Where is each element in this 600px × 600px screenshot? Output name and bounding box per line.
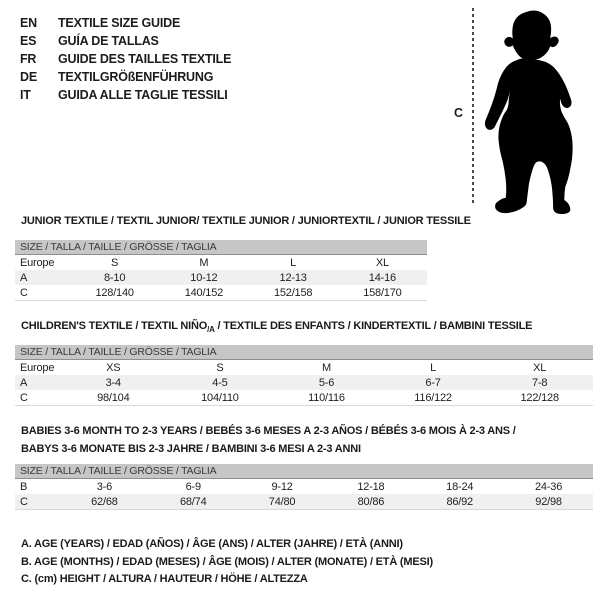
- lang-label: GUIDE DES TAILLES TEXTILE: [58, 52, 232, 66]
- size-cell: 68/74: [149, 494, 238, 510]
- lang-row-fr: [20, 50, 231, 68]
- size-cell: 80/86: [326, 494, 415, 510]
- size-cell: M: [322, 361, 331, 374]
- height-measure-label: C: [454, 106, 464, 120]
- size-cell: 110/116: [273, 390, 380, 406]
- row-label: Europe: [20, 256, 55, 269]
- size-cell: XS: [106, 361, 121, 374]
- size-cell: 3-4: [60, 375, 167, 390]
- size-cell: 140/152: [159, 285, 248, 301]
- table-row: [15, 390, 593, 406]
- lang-row-de: [20, 68, 231, 86]
- babies-table-title: [21, 422, 581, 458]
- size-header-bar: SIZE / TALLA / TAILLE / GRÖSSE / TAGLIA: [15, 240, 427, 255]
- size-cell: 8-10: [70, 270, 159, 285]
- footnote-c: C. (cm) HEIGHT / ALTURA / HAUTEUR / HÖHE / ALTEZZA: [21, 573, 308, 585]
- size-cell: XL: [533, 361, 547, 374]
- height-dashed-line: [472, 8, 474, 206]
- size-cell: 9-12: [271, 480, 293, 493]
- language-title-list: [20, 14, 231, 104]
- size-cell: 104/110: [167, 390, 274, 406]
- footnote-a: A. AGE (YEARS) / EDAD (AÑOS) / ÂGE (ANS) / ALTER (JAHRE) / ETÀ (ANNI): [21, 538, 403, 550]
- lang-code: IT: [20, 88, 31, 102]
- size-cell: 6-7: [380, 375, 487, 390]
- lang-code: EN: [20, 16, 37, 30]
- size-cell: 158/170: [338, 285, 427, 301]
- title-subscript: /A: [207, 325, 215, 335]
- lang-code: ES: [20, 34, 37, 48]
- junior-size-table: [15, 240, 427, 301]
- row-label: C: [15, 390, 60, 406]
- table-row: [15, 375, 593, 390]
- lang-label: GUIDA ALLE TAGLIE TESSILI: [58, 88, 228, 102]
- size-cell: 3-6: [96, 480, 113, 493]
- size-cell: S: [111, 256, 119, 269]
- size-cell: 24-36: [535, 480, 563, 493]
- size-cell: 152/158: [249, 285, 338, 301]
- size-header-bar: SIZE / TALLA / TAILLE / GRÖSSE / TAGLIA: [15, 345, 593, 360]
- row-label: C: [15, 494, 60, 510]
- size-cell: S: [216, 361, 224, 374]
- size-cell: 128/140: [70, 285, 159, 301]
- size-cell: 74/80: [238, 494, 327, 510]
- size-cell: 62/68: [60, 494, 149, 510]
- title-part: CHILDREN'S TEXTILE / TEXTIL NIÑO: [21, 320, 208, 332]
- size-cell: 92/98: [504, 494, 593, 510]
- lang-label: TEXTILGRÖßENFÜHRUNG: [58, 70, 214, 84]
- size-cell: 86/92: [415, 494, 504, 510]
- lang-row-it: [20, 86, 231, 104]
- title-line: BABIES 3-6 MONTH TO 2-3 YEARS / BEBÉS 3-6 MESES A 2-3 AÑOS / BÉBÉS 3-6 MOIS À 2-3 ANS /: [21, 425, 516, 437]
- size-cell: 10-12: [159, 270, 248, 285]
- size-cell: 4-5: [167, 375, 274, 390]
- size-cell: 12-18: [357, 480, 385, 493]
- lang-row-es: [20, 32, 231, 50]
- row-label: Europe: [20, 361, 55, 374]
- table-row: [15, 479, 593, 494]
- children-size-table: [15, 345, 593, 406]
- children-table-title: [21, 320, 532, 334]
- size-cell: 7-8: [486, 375, 593, 390]
- size-cell: 14-16: [338, 270, 427, 285]
- size-cell: M: [199, 256, 209, 269]
- title-part: / TEXTILE DES ENFANTS / KINDERTEXTIL / BAMBINI TESSILE: [214, 320, 533, 332]
- lang-label: GUÍA DE TALLAS: [58, 34, 159, 48]
- table-row: [15, 270, 427, 285]
- row-label: A: [15, 375, 60, 390]
- row-label: C: [15, 285, 70, 301]
- size-cell: L: [290, 256, 297, 269]
- size-cell: 122/128: [486, 390, 593, 406]
- title-line: BABYS 3-6 MONATE BIS 2-3 JAHRE / BAMBINI 3-6 MESI A 2-3 ANNI: [21, 443, 361, 455]
- size-cell: L: [430, 361, 437, 374]
- size-cell: 5-6: [273, 375, 380, 390]
- lang-code: DE: [20, 70, 37, 84]
- size-cell: 98/104: [60, 390, 167, 406]
- table-row: [15, 285, 427, 301]
- table-row: [15, 494, 593, 510]
- toddler-silhouette-image: [480, 2, 588, 216]
- lang-label: TEXTILE SIZE GUIDE: [58, 16, 181, 30]
- table-row: [15, 255, 427, 270]
- size-cell: 116/122: [380, 390, 487, 406]
- lang-row-en: [20, 14, 231, 32]
- junior-table-title: JUNIOR TEXTILE / TEXTIL JUNIOR/ TEXTILE JUNIOR / JUNIORTEXTIL / JUNIOR TESSILE: [21, 215, 471, 227]
- legend-footnotes: [21, 536, 433, 589]
- table-row: [15, 360, 593, 375]
- size-cell: 12-13: [249, 270, 338, 285]
- size-cell: XL: [375, 256, 389, 269]
- row-label: A: [15, 270, 70, 285]
- size-cell: 18-24: [446, 480, 474, 493]
- footnote-b: B. AGE (MONTHS) / EDAD (MESES) / ÂGE (MOIS) / ALTER (MONATE) / ETÀ (MESI): [21, 555, 433, 568]
- row-label: B: [20, 480, 28, 493]
- size-cell: 6-9: [185, 480, 201, 493]
- babies-size-table: [15, 464, 593, 510]
- lang-code: FR: [20, 52, 37, 66]
- size-header-bar: SIZE / TALLA / TAILLE / GRÖSSE / TAGLIA: [15, 464, 593, 479]
